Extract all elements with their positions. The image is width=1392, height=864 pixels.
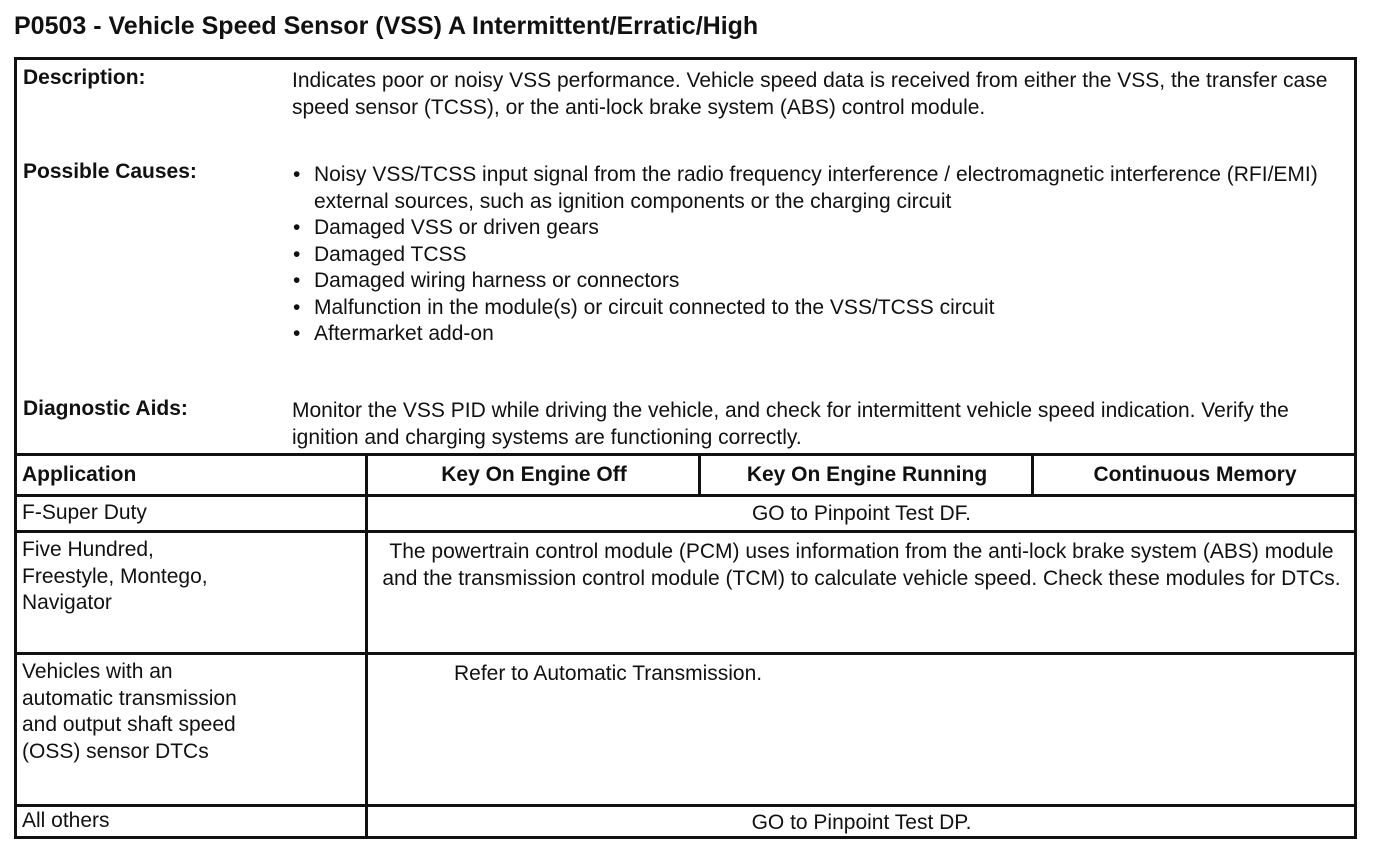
cause-item: • Noisy VSS/TCSS input signal from the radio frequency interference / electromagnetic interference (RFI/EMI) external sources, such as ignition components or the charging circuit	[293, 163, 1318, 213]
cause-item: • Aftermarket add-on	[292, 321, 1332, 348]
header-key-on-engine-off: Key On Engine Off	[441, 463, 627, 486]
header-divider	[698, 456, 701, 494]
info-section	[17, 60, 1354, 456]
page-title: P0503 - Vehicle Speed Sensor (VSS) A Intermittent/Erratic/High	[14, 12, 759, 40]
application-table	[17, 456, 1354, 836]
table-header-row	[17, 456, 1354, 497]
possible-causes-label: Possible Causes:	[23, 160, 197, 183]
bullet-icon: •	[293, 216, 301, 239]
cause-item: • Damaged TCSS	[292, 242, 1332, 269]
bullet-icon: •	[293, 269, 301, 292]
cause-item: • Malfunction in the module(s) or circuit connected to the VSS/TCSS circuit	[292, 295, 1332, 322]
row-action: The powertrain control module (PCM) uses information from the anti-lock brake system (ABS) module and the transmission control module (TCM) to calculate vehicle speed. Check these modules for DTCs.	[382, 540, 1341, 590]
bullet-icon: •	[293, 322, 301, 345]
row-application: Vehicles with an automatic transmission and output shaft speed (OSS) sensor DTCs	[22, 660, 237, 763]
description-text: Indicates poor or noisy VSS performance. Vehicle speed data is received from either the VSS, the transfer case speed sensor (TCSS), or the anti-lock brake system (ABS) control module.	[292, 69, 1328, 119]
table-row	[17, 807, 1354, 836]
diagnostic-aids-label: Diagnostic Aids:	[23, 397, 188, 420]
bullet-icon: •	[293, 242, 301, 266]
table-row	[17, 533, 1354, 655]
application-column-divider	[365, 456, 368, 836]
header-continuous-memory: Continuous Memory	[1093, 463, 1297, 486]
possible-causes-list	[292, 162, 1332, 348]
header-application: Application	[22, 463, 137, 486]
bullet-icon: •	[293, 295, 301, 319]
row-application: Five Hundred, Freestyle, Montego, Navigator	[22, 538, 208, 614]
bullet-icon: •	[293, 163, 301, 186]
cause-item: • Damaged VSS or driven gears	[292, 215, 1332, 242]
diagnostic-aids-text: Monitor the VSS PID while driving the vehicle, and check for intermittent vehicle speed indication. Verify the ignition and charging systems are functioning correctly.	[292, 399, 1289, 449]
row-action: GO to Pinpoint Test DF.	[751, 502, 972, 525]
header-key-on-engine-running: Key On Engine Running	[746, 463, 988, 486]
cause-item: • Damaged wiring harness or connectors	[292, 268, 1332, 295]
description-label: Description:	[23, 66, 146, 89]
table-row	[17, 655, 1354, 807]
header-divider	[1031, 456, 1034, 494]
row-application: All others	[22, 809, 110, 832]
table-row	[17, 497, 1354, 533]
row-application: F-Super Duty	[22, 501, 147, 524]
row-action: Refer to Automatic Transmission.	[454, 662, 763, 685]
row-action: GO to Pinpoint Test DP.	[751, 811, 972, 834]
dtc-table-frame	[14, 57, 1357, 839]
